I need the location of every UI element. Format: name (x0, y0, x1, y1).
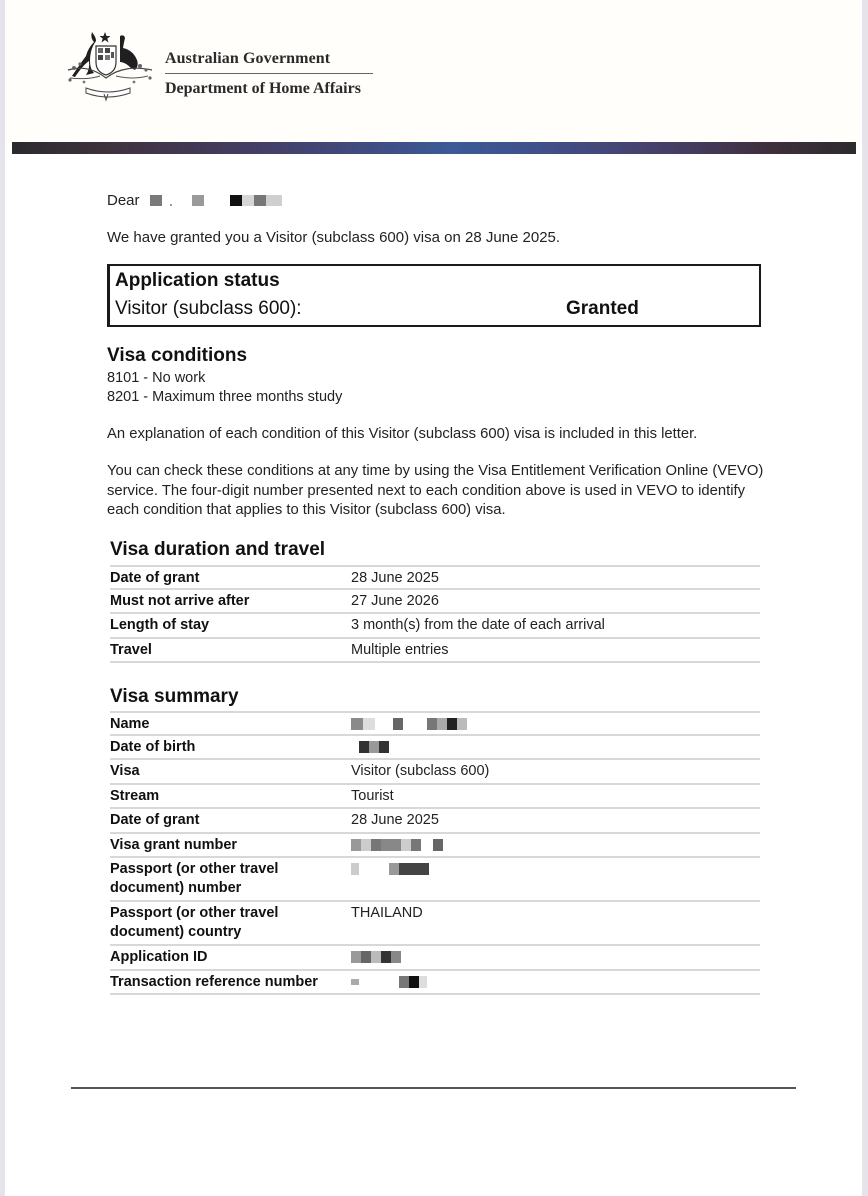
grant-number-redacted (351, 834, 760, 857)
department-name: Department of Home Affairs (165, 80, 361, 97)
application-id-redacted (351, 946, 760, 969)
row-label: Date of grant (110, 812, 200, 828)
table-row (110, 809, 760, 834)
passport-number-redacted (351, 858, 760, 900)
conditions-explanation: An explanation of each condition of this Visitor (subclass 600) visa is included in this letter. (107, 426, 698, 442)
condition-item: 8101 - No work (107, 370, 206, 386)
row-value: Multiple entries (351, 641, 449, 658)
title-divider (165, 73, 373, 74)
table-row (110, 590, 760, 615)
visa-summary-title: Visa summary (110, 686, 239, 707)
row-value: THAILAND (351, 905, 423, 921)
row-label: Visa grant number (110, 836, 238, 853)
footer-divider (71, 1087, 796, 1089)
header-color-band (12, 142, 856, 154)
row-label: Length of stay (110, 617, 210, 633)
table-row (110, 858, 760, 902)
visa-subclass-label: Visitor (subclass 600): (115, 298, 302, 319)
row-label: Name (110, 716, 150, 732)
name-value-redacted (351, 713, 760, 734)
salutation (107, 192, 282, 209)
row-label: Date of birth (110, 738, 196, 755)
duration-travel-table (110, 565, 760, 663)
application-status-title: Application status (115, 270, 280, 291)
letter-page (5, 0, 862, 1196)
visa-conditions-list (107, 369, 342, 407)
table-row (110, 565, 760, 590)
visa-summary-table (110, 711, 760, 995)
table-row (110, 711, 760, 736)
condition-item: 8201 - Maximum three months study (107, 389, 343, 405)
row-label: Visa (110, 763, 140, 779)
grant-intro-text: We have granted you a Visitor (subclass 600) visa on 28 June 2025. (107, 229, 561, 246)
row-value: 27 June 2026 (351, 592, 439, 609)
salutation-word: Dear (107, 192, 140, 209)
table-row (110, 614, 760, 639)
row-value: Tourist (351, 787, 394, 804)
row-label: Must not arrive after (110, 592, 250, 609)
government-name: Australian Government (165, 50, 331, 67)
row-value: Visitor (subclass 600) (351, 763, 490, 779)
dob-value-redacted (351, 736, 760, 759)
visa-conditions-title: Visa conditions (107, 345, 248, 366)
vevo-note: You can check these conditions at any time by using the Visa Entitlement Verification Online (VEVO) service. The four-digit number presented next to each condition above is used in VEVO to identify each condition that applies to this Visitor (subclass 600) visa. (107, 463, 764, 518)
table-row (110, 760, 760, 785)
row-label: Stream (110, 787, 160, 804)
row-label: Date of grant (110, 570, 200, 586)
table-row (110, 946, 760, 971)
row-label: Transaction reference number (110, 973, 318, 990)
row-value: 28 June 2025 (351, 812, 439, 828)
table-row (110, 736, 760, 761)
table-row (110, 639, 760, 664)
letterhead (5, 0, 862, 143)
row-label: Passport (or other travel document) number (110, 861, 279, 896)
table-row (110, 834, 760, 859)
row-value: 28 June 2025 (351, 570, 439, 586)
table-row (110, 785, 760, 810)
status-badge: Granted (566, 298, 639, 319)
department-title (165, 50, 373, 98)
duration-travel-title: Visa duration and travel (110, 539, 326, 560)
table-row (110, 902, 760, 946)
table-row (110, 971, 760, 996)
application-status-box (107, 264, 761, 327)
row-label: Travel (110, 641, 152, 658)
row-label: Passport (or other travel document) country (110, 905, 279, 940)
row-value: 3 month(s) from the date of each arrival (351, 617, 605, 633)
transaction-ref-redacted (351, 971, 760, 994)
row-label: Application ID (110, 949, 208, 965)
commonwealth-coat-of-arms-icon (60, 30, 160, 102)
recipient-name-redacted (150, 195, 282, 206)
